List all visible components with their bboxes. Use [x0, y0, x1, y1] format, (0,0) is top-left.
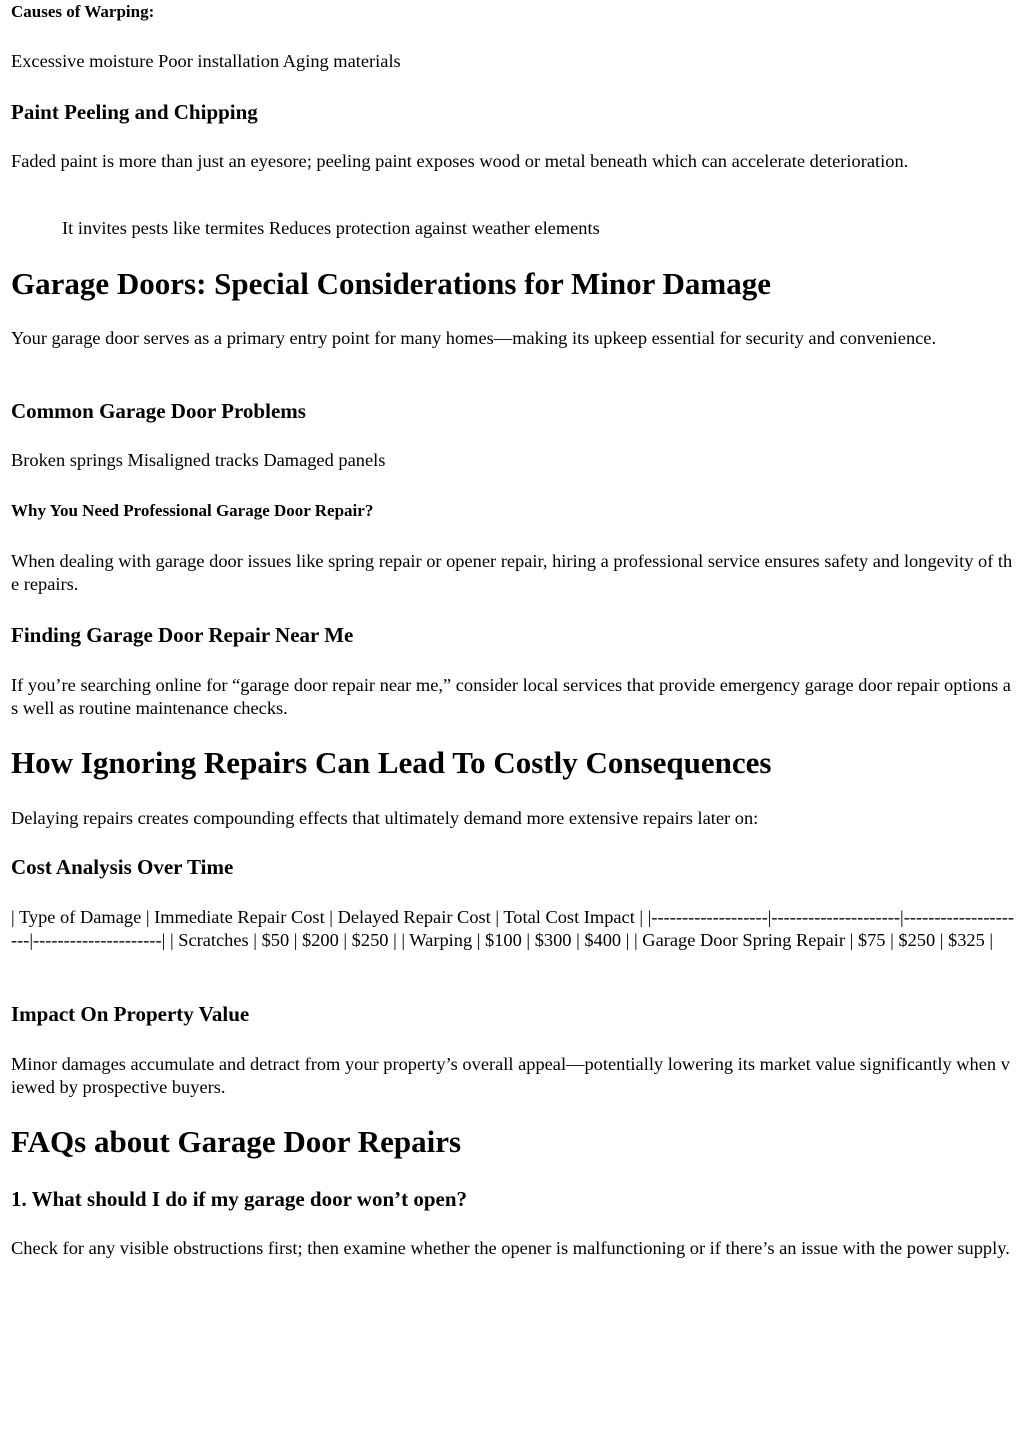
- why-professional-paragraph: When dealing with garage door issues like spring repair or opener repair, hiring a professional service ensures safety and longevity of the repairs.: [11, 551, 1013, 594]
- garage-doors-paragraph: Your garage door serves as a primary entry point for many homes—making its upkeep essential for security and convenience.: [11, 328, 937, 348]
- why-professional-heading: Why You Need Professional Garage Door Repair?: [11, 501, 374, 520]
- common-problems-list: Broken springs Misaligned tracks Damaged panels: [11, 450, 386, 470]
- causes-of-warping-heading: Causes of Warping:: [11, 2, 155, 21]
- property-value-paragraph: Minor damages accumulate and detract from your property’s overall appeal—potentially lowering its market value significantly when viewed by prospective buyers.: [11, 1054, 1010, 1097]
- ignoring-repairs-heading: How Ignoring Repairs Can Lead To Costly Consequences: [11, 745, 772, 780]
- common-problems-heading: Common Garage Door Problems: [11, 399, 306, 423]
- paint-peeling-list: It invites pests like termites Reduces protection against weather elements: [62, 218, 600, 238]
- finding-repair-heading: Finding Garage Door Repair Near Me: [11, 623, 354, 647]
- property-value-heading: Impact On Property Value: [11, 1002, 250, 1026]
- faq-question-1: 1. What should I do if my garage door won’t open?: [11, 1187, 468, 1211]
- paint-peeling-heading: Paint Peeling and Chipping: [11, 100, 258, 124]
- causes-of-warping-list: Excessive moisture Poor installation Aging materials: [11, 51, 401, 71]
- ignoring-repairs-paragraph: Delaying repairs creates compounding effects that ultimately demand more extensive repairs later on:: [11, 808, 759, 828]
- cost-analysis-table-text: | Type of Damage | Immediate Repair Cost | Delayed Repair Cost | Total Cost Impact | |-------------------|---------------------|---------------------|---------------------| | Scratches | $50 | $200 | $250 | | Warping | $100 | $300 | $400 | | Garage Door Spring Repair | $75 | $250 | $325 |: [11, 907, 1014, 950]
- garage-doors-heading: Garage Doors: Special Considerations for Minor Damage: [11, 266, 771, 301]
- faqs-heading: FAQs about Garage Door Repairs: [11, 1124, 462, 1159]
- cost-analysis-heading: Cost Analysis Over Time: [11, 855, 234, 879]
- finding-repair-paragraph: If you’re searching online for “garage door repair near me,” consider local services that provide emergency garage door repair options as well as routine maintenance checks.: [11, 675, 1011, 718]
- faq-answer-1: Check for any visible obstructions first; then examine whether the opener is malfunctioning or if there’s an issue with the power supply.: [11, 1238, 1010, 1258]
- paint-peeling-paragraph: Faded paint is more than just an eyesore; peeling paint exposes wood or metal beneath which can accelerate deterioration.: [11, 151, 909, 171]
